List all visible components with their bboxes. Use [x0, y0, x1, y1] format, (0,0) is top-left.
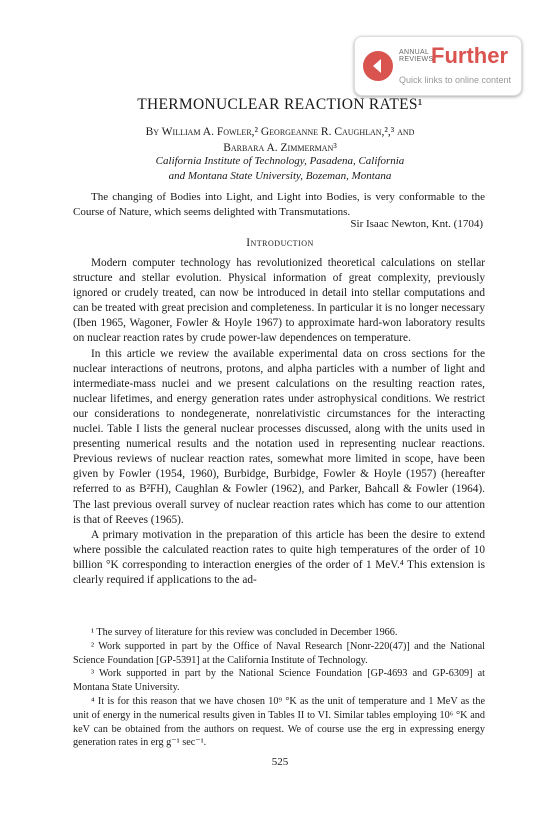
affiliation-line-1: California Institute of Technology, Pasadena, California — [155, 155, 405, 167]
footnote-1: ¹ The survey of literature for this review was concluded in December 1966. — [91, 627, 398, 638]
footnote-2: ² Work supported in part by the Office of Naval Research [Nonr-220(47)] and the National Science Foundation [GP-5391] at the California Institute of Technology. — [73, 640, 485, 666]
authors-line-1: By William A. Fowler,² Georgeanne R. Caughlan,²,³ and — [145, 126, 415, 138]
affiliation — [0, 154, 560, 184]
footnotes — [73, 626, 485, 750]
further-label: Further — [431, 43, 508, 68]
footnote-3: ³ Work supported in part by the National Science Foundation [GP-4693 and GP-6309] at Montana State University. — [73, 668, 485, 694]
further-banner[interactable] — [354, 36, 522, 96]
footnote-4: ⁴ It is for this reason that we have chosen 10⁹ °K as the unit of temperature and 1 MeV as the unit of energy in the numerical results given in Tables II to VI. Similar tables employing 10⁶ °K and keV can be obtained from the authors on request. We of course use the erg in expressing energy generation rates in erg g⁻¹ sec⁻¹. — [73, 695, 485, 749]
epigraph-source: Sir Isaac Newton, Knt. (1704) — [350, 218, 483, 230]
affiliation-line-2: and Montana State University, Bozeman, Montana — [168, 170, 392, 182]
paragraph-2: In this article we review the available experimental data on cross sections for the nuclear interactions of neutrons, protons, and alpha particles with a number of light and intermediate-mass nuclei and we present calculations on the resulting reaction rates, nuclear lifetimes, and energy generation rates under astrophysical conditions. We restrict our considerations to nondegenerate, nonrelativistic circumstances for the interacting nuclei. Table I lists the general nuclear processes discussed, along with the units used in presenting numerical results and the notation used in representing nuclear reactions. Previous reviews of nuclear reaction rates, somewhat more limited in scope, have been given by Fowler (1954, 1960), Burbidge, Burbidge, Fowler & Hoyle (1957) (hereafter referred to as B²FH), Caughlan & Fowler (1962), and Parker, Bahcall & Fowler (1964). The last previous overall survey of nuclear reaction rates which has come to our attention is that of Reeves (1965). — [73, 347, 485, 526]
section-heading: Introduction — [246, 237, 314, 249]
page-number: 525 — [271, 756, 289, 768]
body-text — [73, 256, 485, 588]
annual-label: ANNUAL — [399, 49, 430, 56]
quick-links-label: Quick links to online content — [399, 75, 512, 85]
back-arrow-icon — [363, 51, 393, 81]
paragraph-1: Modern computer technology has revolutionized theoretical calculations on stellar structure and stellar evolution. Physical information of great complexity, previously ignored or crudely treated, can now be introduced in detail into stellar computations and can be treated with great precision and completeness. In particular it is no longer necessary (Iben 1965, Wagoner, Fowler & Hoyle 1967) to approximate hard-won laboratory results on nuclear reaction rates by crude power-law dependences on temperature. — [73, 257, 485, 345]
reviews-label: REVIEWS — [399, 56, 434, 63]
annual-reviews-label — [399, 49, 433, 63]
article-title: THERMONUCLEAR REACTION RATES¹ — [137, 96, 423, 113]
authors-line-2: Barbara A. Zimmerman³ — [223, 142, 337, 154]
authors — [0, 124, 560, 156]
epigraph-text: The changing of Bodies into Light, and Light into Bodies, is very conformable to the Course of Nature, which seems delighted with Transmutations. — [73, 191, 485, 218]
paragraph-3: A primary motivation in the preparation of this article has been the desire to extend where possible the calculated reaction rates to quite high temperatures of the order of 10 billion °K corresponding to interaction energies of the order of 1 MeV.⁴ This extension is clearly required if applications to the ad- — [73, 528, 485, 586]
